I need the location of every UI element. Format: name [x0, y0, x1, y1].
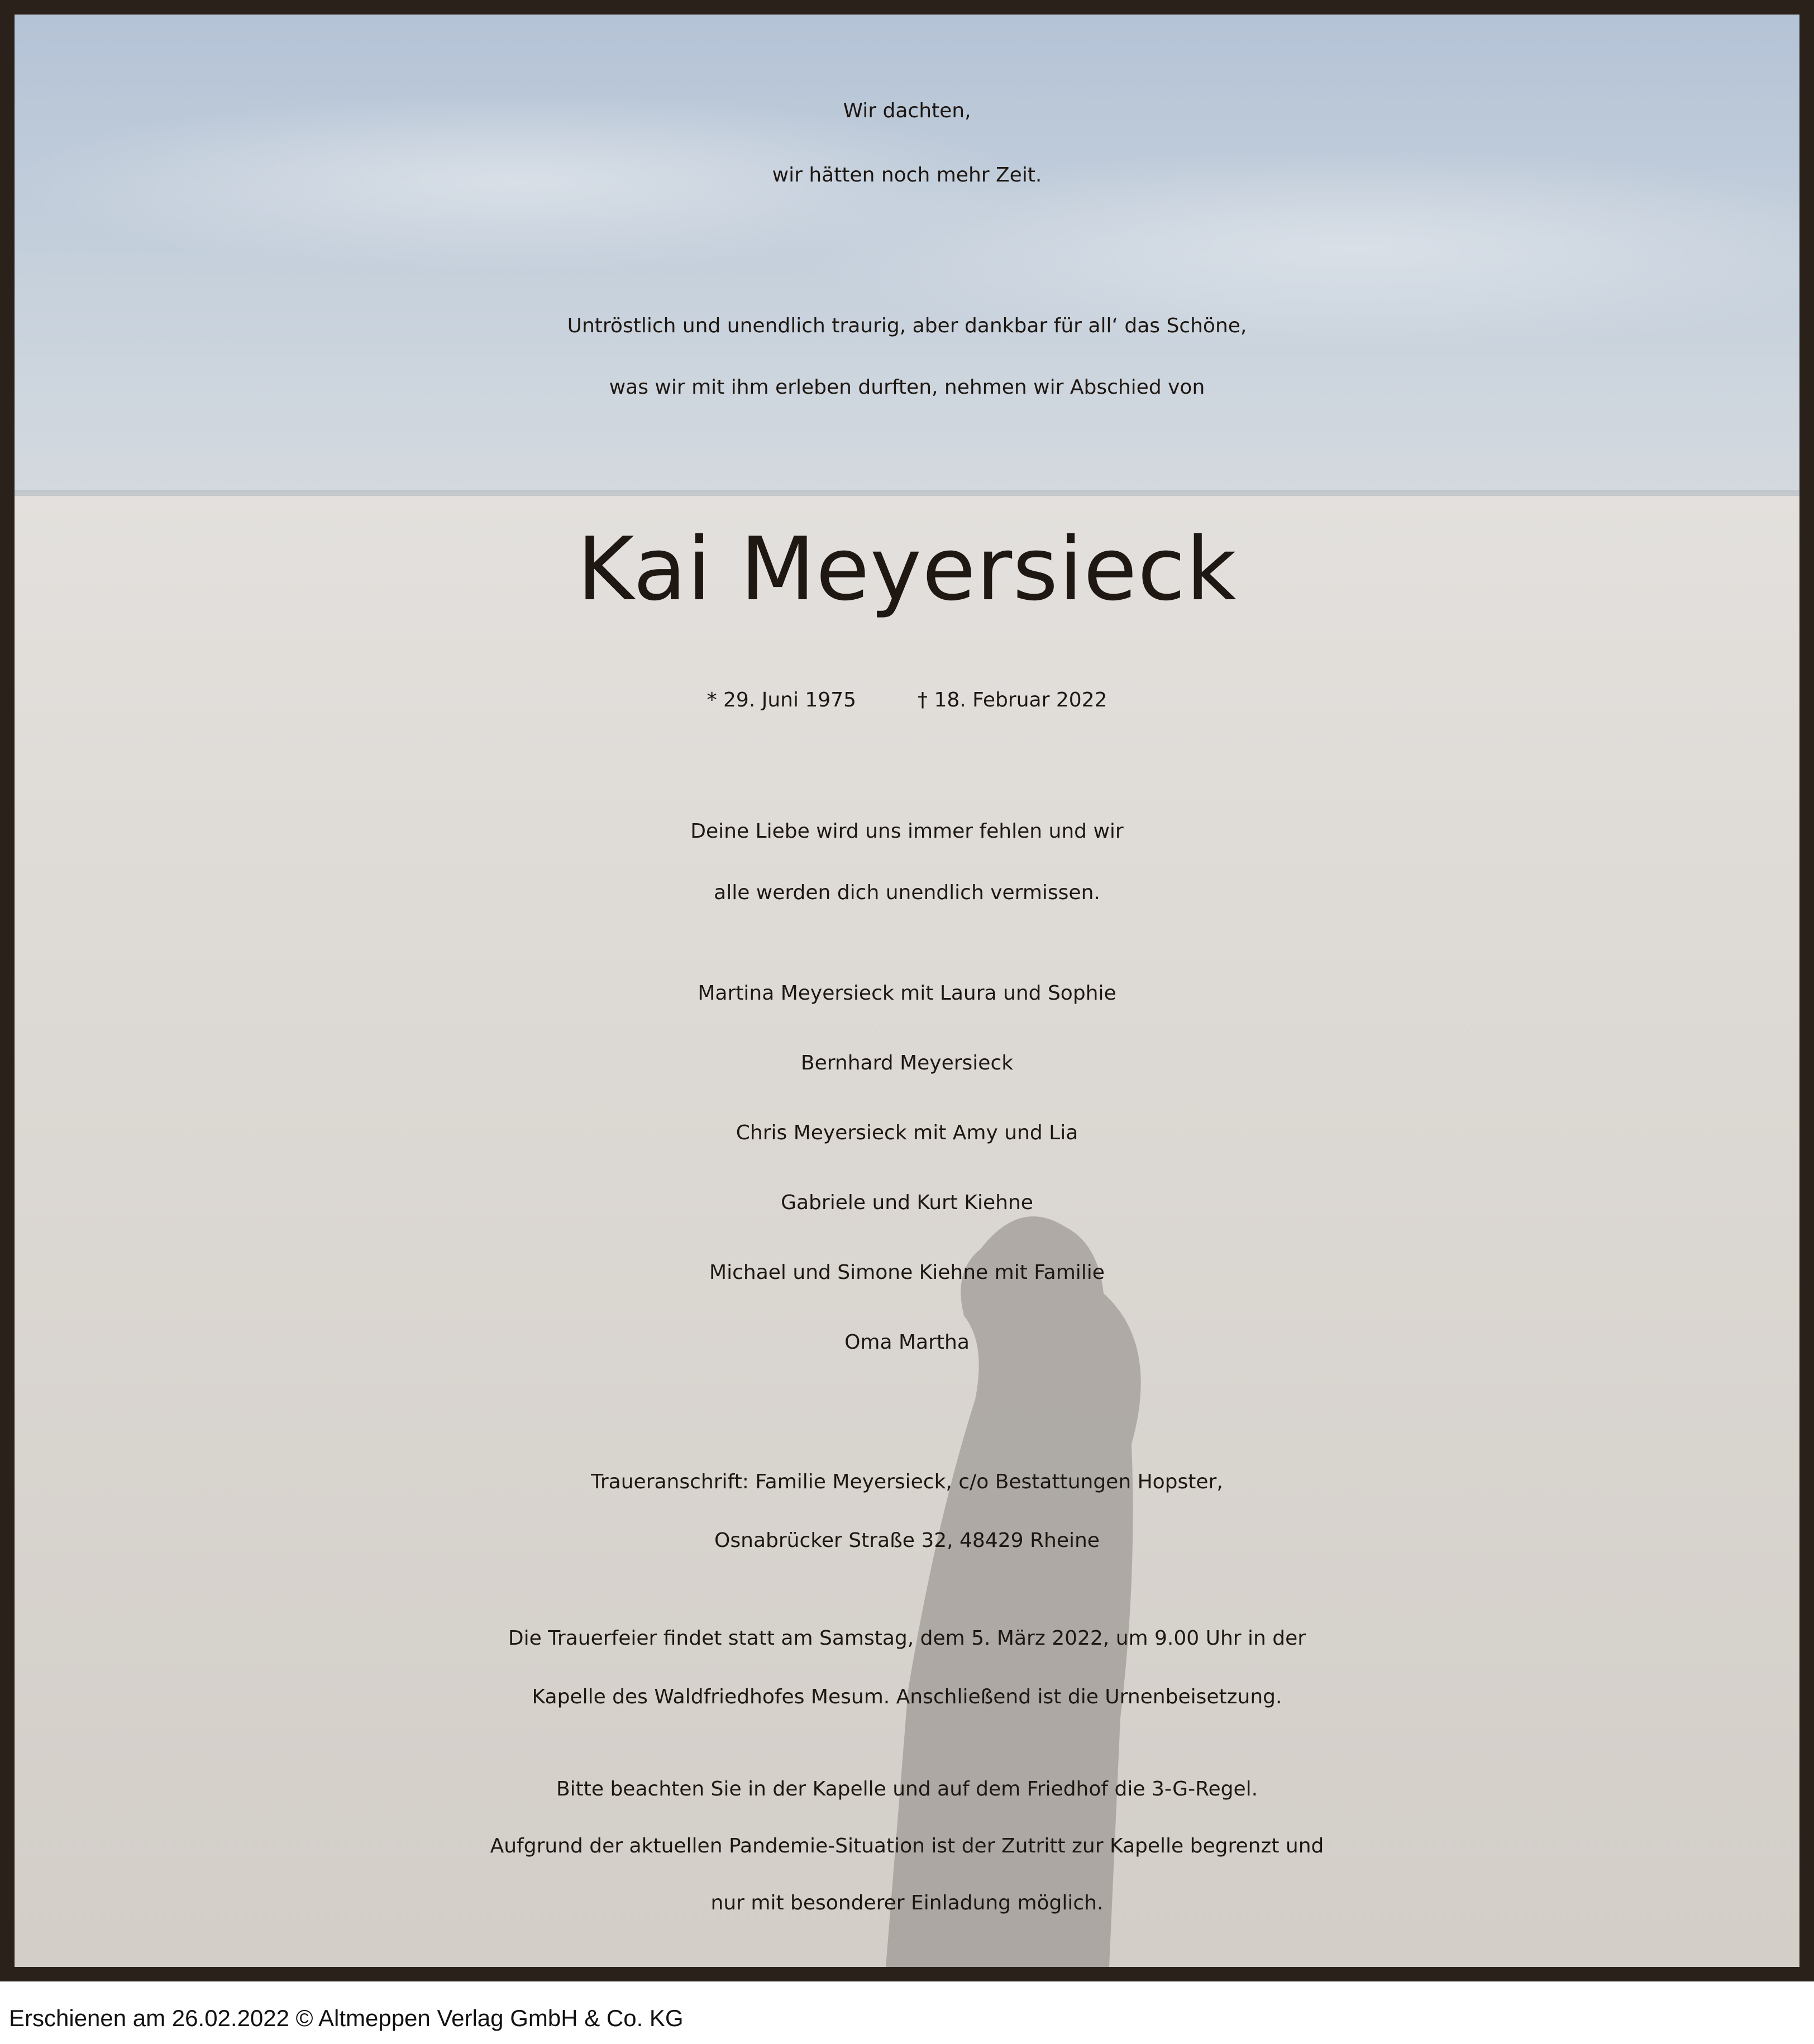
quote-line-1: Wir dachten, — [843, 99, 971, 122]
covid-line-2: Aufgrund der aktuellen Pandemie-Situation ist der Zutritt zur Kapelle begrenzt und — [490, 1835, 1324, 1857]
intro-line-1: Untröstlich und unendlich traurig, aber dankbar für all‘ das Schöne, — [567, 314, 1247, 337]
death-date: † 18. Februar 2022 — [918, 689, 1108, 711]
obituary-content — [15, 15, 1799, 1967]
farewell-line-1: Deine Liebe wird uns immer fehlen und wir — [690, 820, 1124, 843]
publication-footer: Erschienen am 26.02.2022 © Altmeppen Verlag GmbH & Co. KG — [9, 2005, 684, 2031]
covid-line-3: nur mit besonderer Einladung möglich. — [710, 1892, 1104, 1914]
birth-date: * 29. Juni 1975 — [706, 689, 857, 711]
mourner-6: Oma Martha — [844, 1331, 970, 1354]
intro-line-2: was wir mit ihm erleben durften, nehmen wir Abschied von — [609, 376, 1205, 399]
farewell-line-2: alle werden dich unendlich vermissen. — [714, 881, 1100, 904]
life-dates — [15, 690, 1799, 710]
mourner-5: Michael und Simone Kiehne mit Familie — [709, 1261, 1105, 1284]
mourner-1: Martina Meyersieck mit Laura und Sophie — [698, 982, 1116, 1005]
quote-line-2: wir hätten noch mehr Zeit. — [772, 164, 1042, 187]
ceremony-line-1: Die Trauerfeier findet statt am Samstag, dem 5. März 2022, um 9.00 Uhr in der — [508, 1627, 1306, 1650]
ceremony-line-2: Kapelle des Waldfriedhofes Mesum. Anschließend ist die Urnenbeisetzung. — [532, 1685, 1282, 1708]
address-line-2: Osnabrücker Straße 32, 48429 Rheine — [714, 1529, 1100, 1552]
deceased-name: Kai Meyersieck — [577, 518, 1237, 620]
mourner-3: Chris Meyersieck mit Amy und Lia — [736, 1121, 1078, 1144]
mourner-4: Gabriele und Kurt Kiehne — [781, 1191, 1033, 1214]
address-line-1: Traueranschrift: Familie Meyersieck, c/o Bestattungen Hopster, — [591, 1470, 1223, 1493]
mourner-2: Bernhard Meyersieck — [800, 1052, 1014, 1074]
covid-line-1: Bitte beachten Sie in der Kapelle und auf dem Friedhof die 3-G-Regel. — [556, 1778, 1258, 1801]
